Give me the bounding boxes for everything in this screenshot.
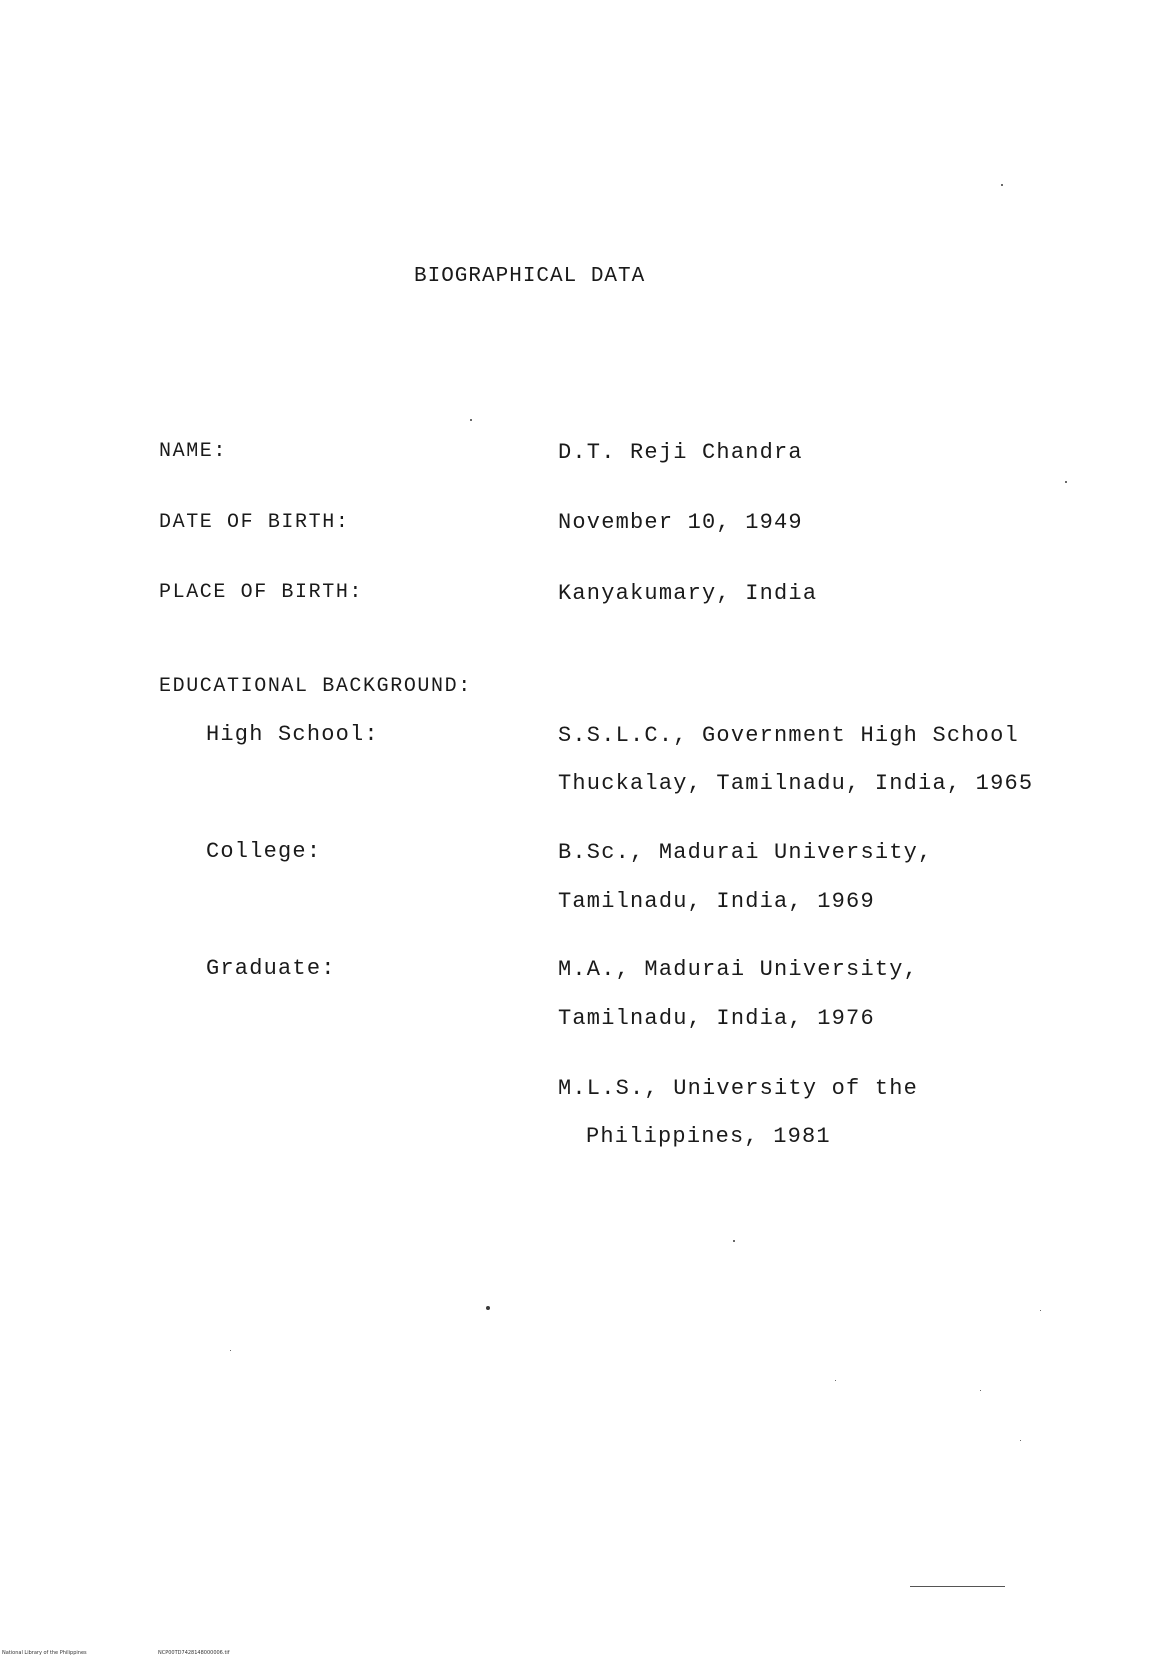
date-of-birth-label: DATE OF BIRTH: bbox=[159, 511, 350, 534]
scan-rule bbox=[910, 1586, 1005, 1587]
scan-speck bbox=[1065, 481, 1067, 483]
graduate-line1: M.A., Madurai University, bbox=[558, 957, 919, 982]
date-of-birth-value: November 10, 1949 bbox=[558, 510, 803, 535]
graduate-label: Graduate: bbox=[206, 956, 336, 981]
scan-speck bbox=[470, 419, 472, 421]
footer-library-caption: National Library of the Philippines bbox=[2, 1650, 87, 1656]
scan-speck bbox=[1001, 184, 1003, 186]
high-school-label: High School: bbox=[206, 722, 379, 747]
footer-file-id: NCP00TD7428148000006.tif bbox=[158, 1650, 230, 1656]
graduate-line3: M.L.S., University of the bbox=[558, 1076, 919, 1101]
document-title: BIOGRAPHICAL DATA bbox=[414, 265, 646, 288]
name-label: NAME: bbox=[159, 440, 228, 463]
scan-speck bbox=[733, 1240, 735, 1242]
college-label: College: bbox=[206, 839, 322, 864]
scan-speck bbox=[230, 1350, 231, 1351]
scan-speck bbox=[1040, 1310, 1041, 1311]
scan-speck bbox=[980, 1390, 981, 1391]
educational-background-heading: EDUCATIONAL BACKGROUND: bbox=[159, 675, 472, 698]
graduate-line2: Tamilnadu, India, 1976 bbox=[558, 1006, 875, 1031]
scan-speck bbox=[486, 1306, 490, 1310]
name-value: D.T. Reji Chandra bbox=[558, 440, 803, 465]
place-of-birth-label: PLACE OF BIRTH: bbox=[159, 581, 364, 604]
high-school-line1: S.S.L.C., Government High School bbox=[558, 723, 1019, 748]
college-line2: Tamilnadu, India, 1969 bbox=[558, 889, 875, 914]
college-line1: B.Sc., Madurai University, bbox=[558, 840, 933, 865]
graduate-line4: Philippines, 1981 bbox=[586, 1124, 831, 1149]
high-school-line2: Thuckalay, Tamilnadu, India, 1965 bbox=[558, 771, 1034, 796]
scan-speck bbox=[835, 1380, 836, 1381]
scan-speck bbox=[1020, 1440, 1021, 1441]
place-of-birth-value: Kanyakumary, India bbox=[558, 581, 818, 606]
